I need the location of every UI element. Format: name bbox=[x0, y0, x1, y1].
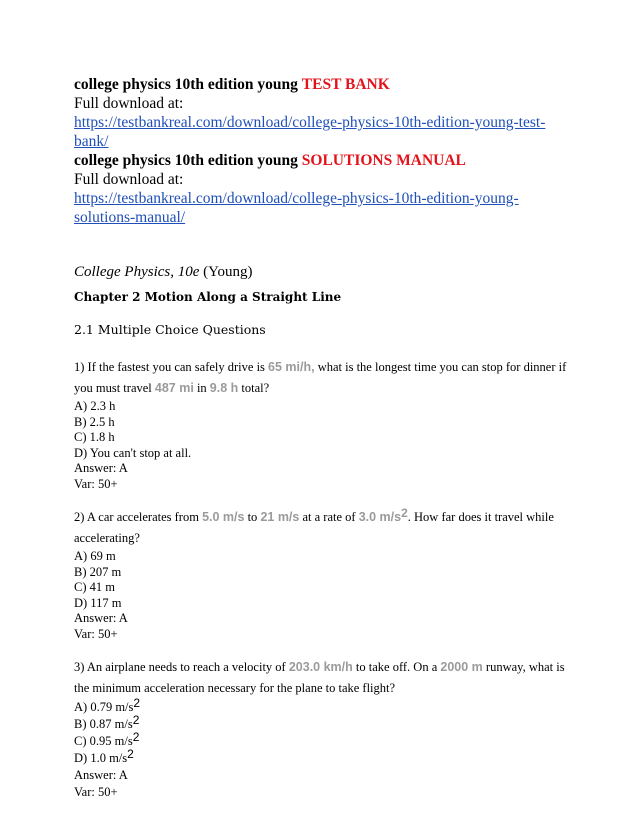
option-b: B) 0.87 m/s2 bbox=[74, 713, 140, 731]
test-bank-title: college physics 10th edition young TEST BANK bbox=[74, 76, 390, 93]
answer-line: Answer: A bbox=[74, 611, 128, 625]
download-header bbox=[74, 75, 584, 227]
solutions-manual-title: college physics 10th edition young SOLUTIONS MANUAL bbox=[74, 152, 466, 169]
var-line: Var: 50+ bbox=[74, 785, 118, 799]
solutions-manual-label: SOLUTIONS MANUAL bbox=[301, 152, 466, 169]
chapter-heading: Chapter 2 Motion Along a Straight Line bbox=[74, 290, 342, 304]
question-2 bbox=[74, 507, 584, 642]
option-d: D) 117 m bbox=[74, 595, 122, 610]
option-d: D) You can't stop at all. bbox=[74, 445, 192, 460]
test-bank-label: TEST BANK bbox=[301, 76, 390, 93]
section-heading: 2.1 Multiple Choice Questions bbox=[74, 322, 266, 337]
superscript-2: 2 bbox=[133, 696, 141, 710]
variable-value: 5.0 m/s bbox=[202, 510, 245, 524]
var-line: Var: 50+ bbox=[74, 476, 118, 491]
test-bank-link[interactable]: https://testbankreal.com/download/college-physics-10th-edition-young-test- bank/ bbox=[74, 114, 546, 150]
variable-value: 9.8 h bbox=[209, 381, 239, 395]
option-b: B) 2.5 h bbox=[74, 414, 115, 429]
superscript-2: 2 bbox=[132, 713, 140, 727]
var-line: Var: 50+ bbox=[74, 626, 118, 641]
answer-line: Answer: A bbox=[74, 768, 128, 782]
variable-value: 203.0 km/h bbox=[288, 660, 353, 674]
option-c: C) 41 m bbox=[74, 580, 115, 594]
solutions-manual-download-label: Full download at: bbox=[74, 171, 184, 188]
variable-value: 2000 m bbox=[440, 660, 483, 674]
option-a: A) 0.79 m/s2 bbox=[74, 696, 141, 714]
option-b: B) 207 m bbox=[74, 564, 122, 579]
option-d: D) 1.0 m/s2 bbox=[74, 747, 134, 765]
option-c: C) 1.8 h bbox=[74, 430, 115, 444]
superscript-2: 2 bbox=[401, 506, 408, 520]
variable-value: 21 m/s bbox=[260, 510, 300, 524]
option-c: C) 0.95 m/s2 bbox=[74, 730, 140, 748]
superscript-2: 2 bbox=[132, 730, 140, 744]
variable-value: 65 mi/h, bbox=[268, 360, 315, 374]
question-3-stem: 3) An airplane needs to reach a velocity of 203.0 km/h to take off. On a 2000 m runway, what is the minimum acceleration necessary for the plane to take flight? bbox=[74, 660, 565, 695]
solutions-manual-link[interactable]: https://testbankreal.com/download/college-physics-10th-edition-young- solutions-manual/ bbox=[74, 190, 519, 226]
page-content bbox=[74, 75, 584, 801]
variable-value: 487 mi bbox=[154, 381, 194, 395]
question-1-stem: 1) If the fastest you can safely drive is 65 mi/h, what is the longest time you can stop for dinner if you must travel 487 mi in 9.8 h total? bbox=[74, 360, 567, 395]
question-1 bbox=[74, 357, 584, 492]
answer-line: Answer: A bbox=[74, 461, 128, 475]
option-a: A) 69 m bbox=[74, 549, 116, 563]
question-3 bbox=[74, 657, 584, 801]
variable-value: 3.0 m/s bbox=[358, 510, 402, 524]
test-bank-download-label: Full download at: bbox=[74, 95, 184, 112]
book-title: College Physics, 10e (Young) bbox=[74, 264, 253, 280]
question-2-stem: 2) A car accelerates from 5.0 m/s to 21 m/s at a rate of 3.0 m/s2. How far does it travel while accelerating? bbox=[74, 506, 554, 545]
superscript-2: 2 bbox=[127, 747, 134, 761]
option-a: A) 2.3 h bbox=[74, 399, 116, 413]
